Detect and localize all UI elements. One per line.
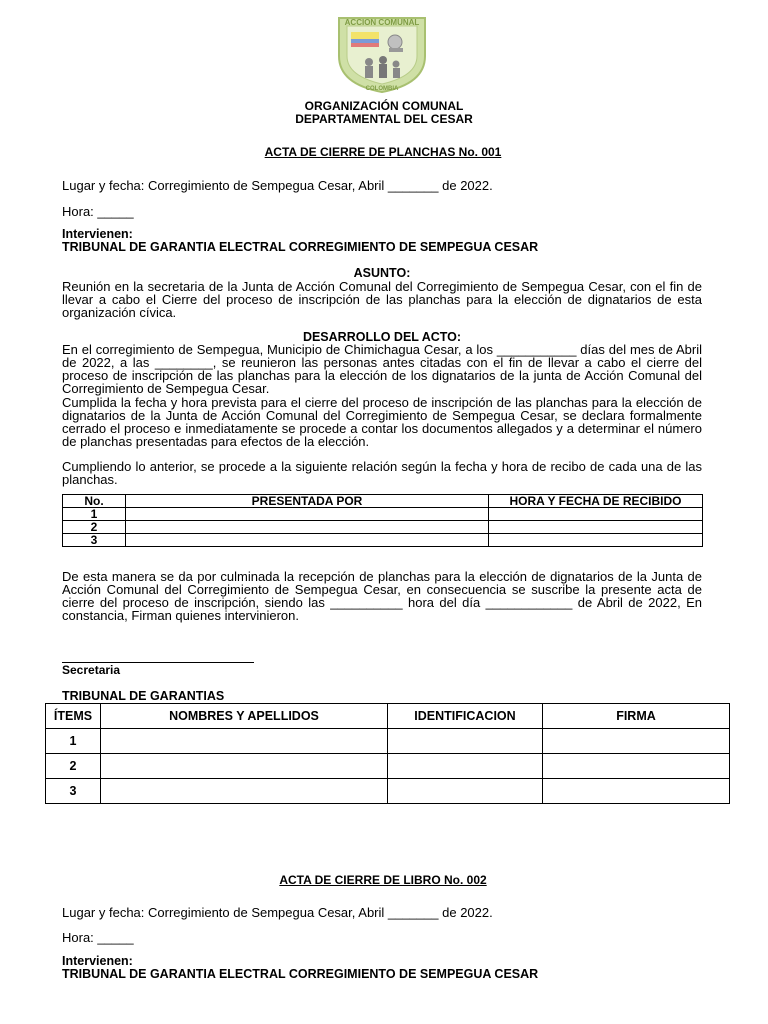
header-line-2: DEPARTAMENTAL DEL CESAR: [295, 112, 473, 126]
acta2-title: ACTA DE CIERRE DE LIBRO No. 002: [279, 873, 487, 887]
tribunal-table-header: [46, 704, 730, 729]
row-number: 3: [63, 534, 126, 547]
acta2-lugar: Lugar y fecha: Corregimiento de Sempegua Cesar, Abril _______ de 2022.: [62, 905, 493, 920]
planchas-table: [62, 494, 703, 547]
col-nombres: NOMBRES Y APELLIDOS: [101, 704, 388, 729]
logo-top-text: ACCION COMUNAL: [344, 18, 420, 27]
presentada-por-cell[interactable]: [126, 521, 489, 534]
identificacion-cell[interactable]: [388, 779, 543, 804]
row-number: 2: [63, 521, 126, 534]
nombres-cell[interactable]: [101, 754, 388, 779]
organization-header: [0, 100, 768, 126]
acta1-intervienen: [62, 228, 538, 254]
acta1-lugar: Lugar y fecha: Corregimiento de Sempegua Cesar, Abril _______ de 2022.: [62, 178, 493, 193]
item-number: 3: [46, 779, 101, 804]
table-row: [46, 779, 730, 804]
row-number: 1: [63, 508, 126, 521]
hora-fecha-cell[interactable]: [489, 521, 703, 534]
col-firma: FIRMA: [543, 704, 730, 729]
intervienen-label: Intervienen:: [62, 954, 133, 968]
nombres-cell[interactable]: [101, 729, 388, 754]
header-line-1: ORGANIZACIÓN COMUNAL: [304, 99, 464, 113]
presentada-por-cell[interactable]: [126, 508, 489, 521]
intervienen-label: Intervienen:: [62, 227, 133, 241]
acta2-intervienen: [62, 955, 538, 981]
planchas-table-header: [63, 495, 703, 508]
logo-bottom-text: COLOMBIA: [365, 86, 399, 92]
acta2-hora: Hora: _____: [62, 930, 134, 945]
secretaria-label: Secretaria: [62, 663, 121, 677]
tribunal-title: TRIBUNAL DE GARANTIAS: [62, 689, 225, 703]
table-row: [63, 508, 703, 521]
desarrollo-text-2: Cumplida la fecha y hora prevista para el cierre del proceso de inscripción de las planchas para la elección de dignatarios de la Junta de Acción Comunal del Corregimiento de Sempegua Cesar, se declara formalmente cerrado el proceso e inmediatamente se procede a contar los documentos allegados y a determinar el número de planchas presentadas para efectos de la elección.: [62, 395, 702, 449]
col-items: ÍTEMS: [46, 704, 101, 729]
hora-fecha-cell[interactable]: [489, 508, 703, 521]
firma-cell[interactable]: [543, 779, 730, 804]
hora-fecha-cell[interactable]: [489, 534, 703, 547]
closing-text: De esta manera se da por culminada la recepción de planchas para la elección de dignatarios de la Junta de Acción Comunal del Corregimiento de Sempegua Cesar, en consecuencia se suscribe la presente acta de cierre del proceso de inscripción, siendo las __________ hora del día ____________ de Abril de 2022, En constancia, Firman quienes intervinieron.: [62, 569, 702, 623]
firma-cell[interactable]: [543, 754, 730, 779]
table-row: [46, 729, 730, 754]
identificacion-cell[interactable]: [388, 754, 543, 779]
desarrollo-title: DESARROLLO DEL ACTO:: [302, 330, 462, 344]
asunto-title: ASUNTO:: [353, 266, 411, 280]
firma-cell[interactable]: [543, 729, 730, 754]
acta1-hora: Hora: _____: [62, 204, 134, 219]
presentada-por-cell[interactable]: [126, 534, 489, 547]
asunto-text: Reunión en la secretaria de la Junta de Acción Comunal del Corregimiento de Sempegua Cesar, con el fin de llevar a cabo el Cierre del proceso de inscripción de las planchas para la elección de dignatarios de esta organización cívica.: [62, 279, 702, 320]
col-presentada-por: PRESENTADA POR: [126, 495, 489, 508]
identificacion-cell[interactable]: [388, 729, 543, 754]
tribunal-table: [45, 703, 730, 804]
accion-comunal-logo: [333, 14, 431, 94]
nombres-cell[interactable]: [101, 779, 388, 804]
table-row: [46, 754, 730, 779]
intervienen-value: TRIBUNAL DE GARANTIA ELECTRAL CORREGIMIENTO DE SEMPEGUA CESAR: [62, 240, 539, 254]
col-hora-fecha: HORA Y FECHA DE RECIBIDO: [489, 495, 703, 508]
intervienen-value: TRIBUNAL DE GARANTIA ELECTRAL CORREGIMIENTO DE SEMPEGUA CESAR: [62, 967, 539, 981]
table-row: [63, 521, 703, 534]
desarrollo-text-1: En el corregimiento de Sempegua, Municipio de Chimichagua Cesar, a los ___________ días del mes de Abril de 2022, a las ________, se reunieron las personas antes citadas con el fin de llevar a cabo el cierre del proceso de inscripción de las planchas para la elección de los dignatarios de la junta de Acción Comunal del Corregimiento de Sempegua Cesar.: [62, 342, 702, 396]
col-identificacion: IDENTIFICACION: [388, 704, 543, 729]
col-no: No.: [63, 495, 126, 508]
table-row: [63, 534, 703, 547]
cumpliendo-text: Cumpliendo lo anterior, se procede a la siguiente relación según la fecha y hora de recibo de cada una de las planchas.: [62, 459, 702, 487]
item-number: 2: [46, 754, 101, 779]
acta1-title: ACTA DE CIERRE DE PLANCHAS No. 001: [264, 145, 502, 159]
item-number: 1: [46, 729, 101, 754]
